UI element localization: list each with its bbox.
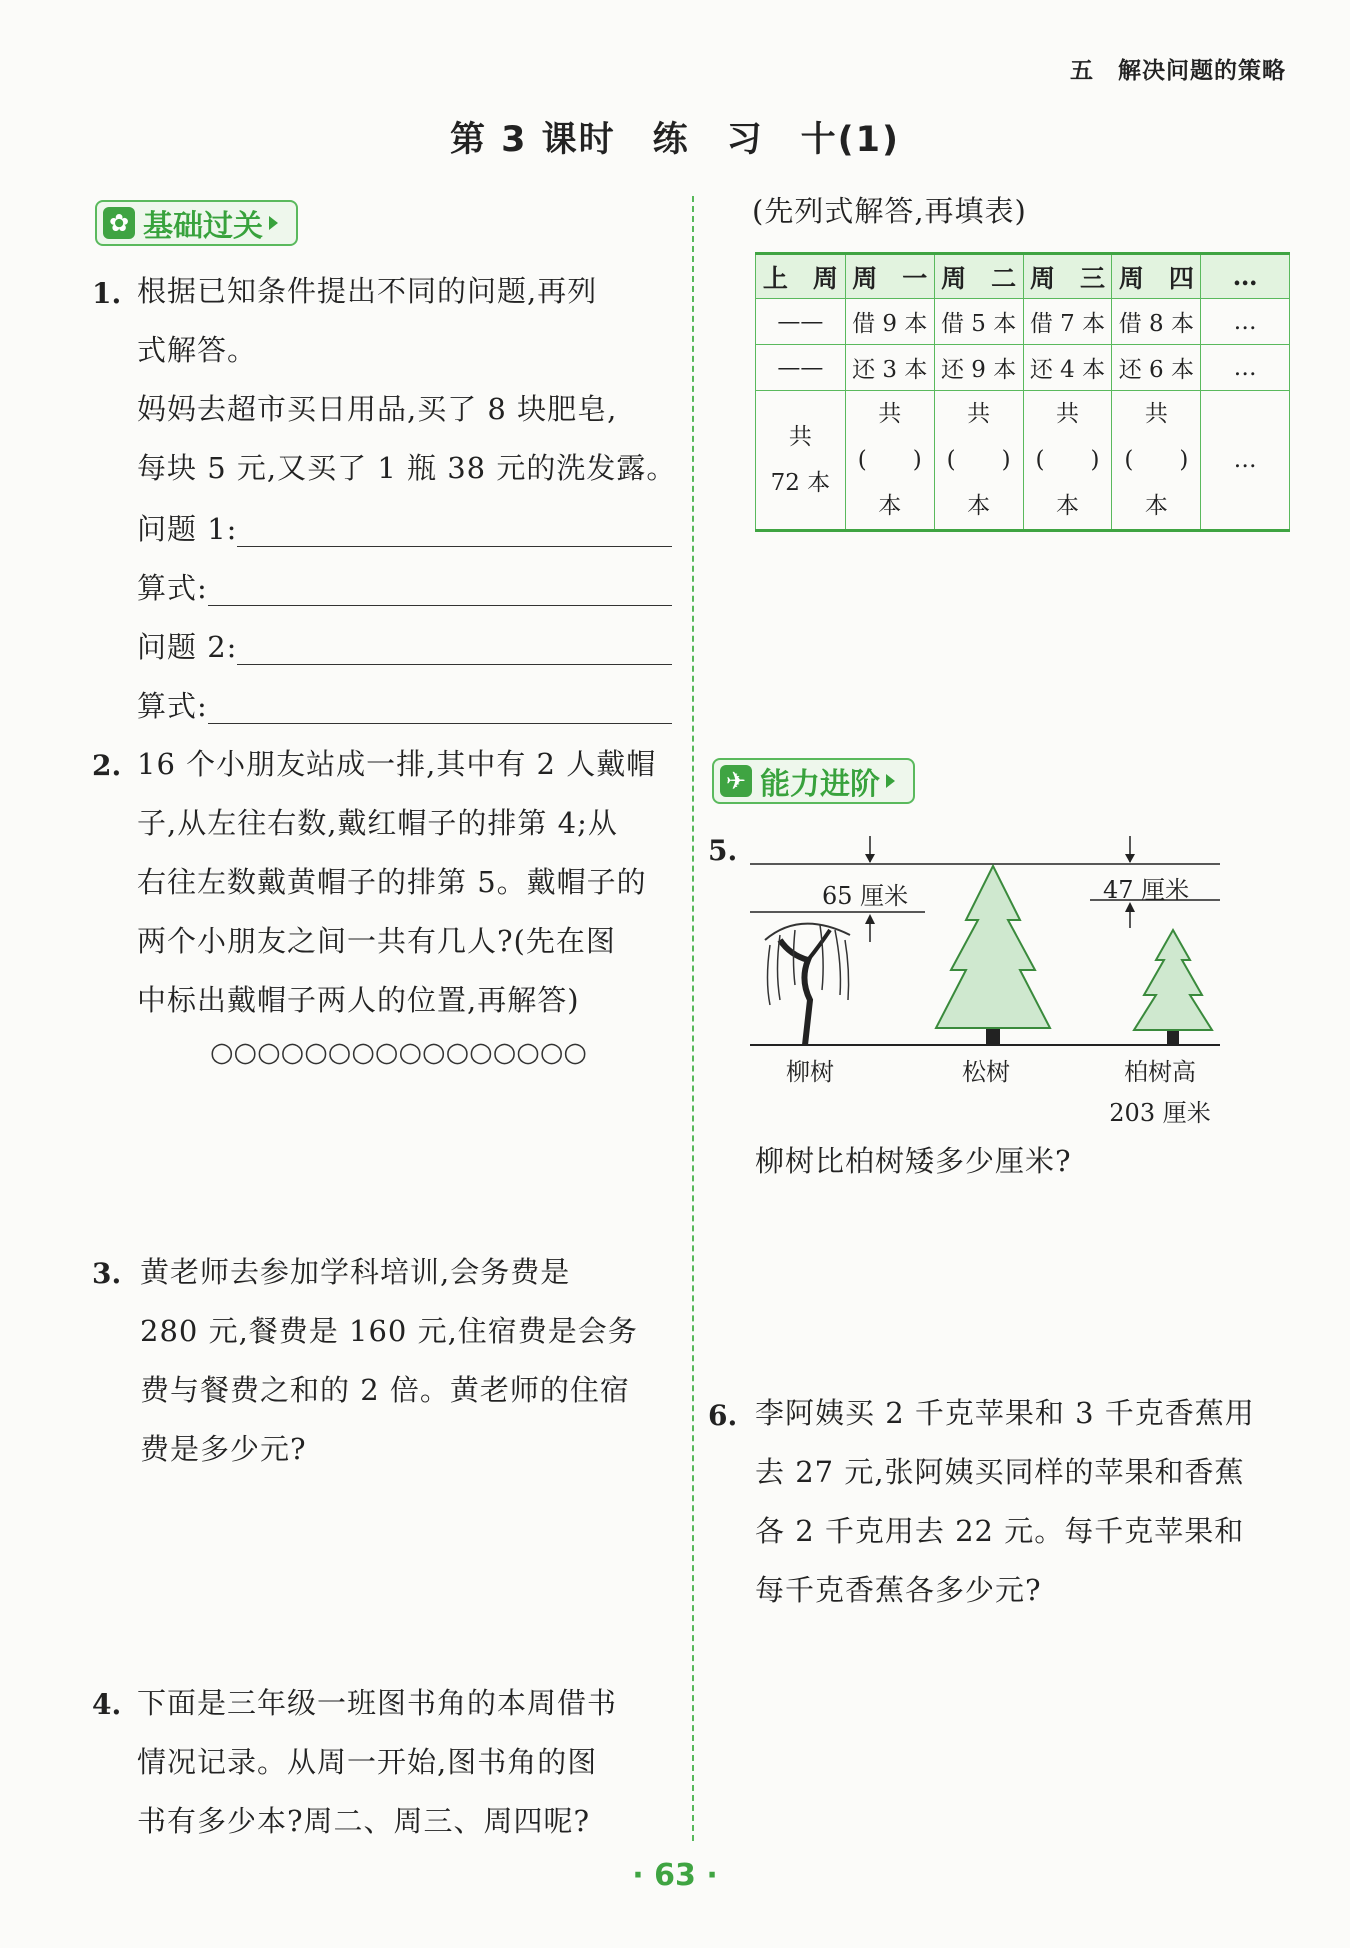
table-cell: 借 7 本 — [1023, 299, 1112, 345]
cell-blank[interactable]: ( ) — [1124, 447, 1189, 473]
table-cell: 还 6 本 — [1112, 345, 1201, 391]
question-2-text — [137, 735, 682, 1030]
table-answer-cell[interactable] — [845, 391, 934, 531]
cell-unit: 本 — [878, 493, 902, 519]
question-number: 5. — [708, 834, 738, 867]
table-answer-cell[interactable] — [934, 391, 1023, 531]
borrow-table — [755, 252, 1290, 532]
table-header: 周 三 — [1023, 254, 1112, 299]
text-line: 右往左数戴黄帽子的排第 5。戴帽子的 — [137, 865, 647, 899]
question-4-text — [137, 1674, 682, 1851]
table-cell: 还 4 本 — [1023, 345, 1112, 391]
question-3-text — [140, 1243, 685, 1479]
total-value: 72 本 — [770, 470, 831, 496]
text-line: 妈妈去超市买日用品,买了 8 块肥皂, — [137, 392, 618, 426]
table-header: 上 周 — [756, 254, 846, 299]
pine-label: 松树 — [962, 1058, 1010, 1086]
willow-icon — [765, 924, 850, 1045]
cell-unit: 本 — [1144, 493, 1168, 519]
answer-line[interactable] — [237, 500, 672, 547]
question-number: 2. — [92, 749, 122, 782]
runner-icon: ✈ — [720, 765, 752, 797]
table-cell: 借 9 本 — [845, 299, 934, 345]
text-line: 情况记录。从周一开始,图书角的图 — [137, 1745, 598, 1779]
question-number: 3. — [92, 1257, 122, 1290]
table-header: 周 一 — [845, 254, 934, 299]
question-1-text — [137, 262, 682, 498]
section-badge-basic — [95, 200, 298, 246]
text-line: 各 2 千克用去 22 元。每千克苹果和 — [755, 1514, 1245, 1548]
cell-top: 共 — [1144, 401, 1168, 427]
blank-label: 算式: — [137, 689, 208, 723]
text-line: 去 27 元,张阿姨买同样的苹果和香蕉 — [755, 1455, 1245, 1489]
question-6-text — [755, 1384, 1300, 1620]
total-label: 共 — [788, 424, 812, 450]
lesson-title: 第 3 课时 练 习 十(1) — [449, 120, 901, 160]
table-total-cell — [756, 391, 846, 531]
children-circles[interactable]: ○○○○○○○○○○○○○○○○ — [210, 1037, 587, 1068]
table-cell: —— — [756, 345, 846, 391]
text-line: 费与餐费之和的 2 倍。黄老师的住宿 — [140, 1373, 630, 1407]
answer-line[interactable] — [237, 618, 672, 665]
table-header: 周 四 — [1112, 254, 1201, 299]
blank-label: 问题 1: — [137, 512, 238, 546]
cell-unit: 本 — [1055, 493, 1079, 519]
table-answer-cell[interactable] — [1112, 391, 1201, 531]
section-badge-advanced — [712, 758, 915, 804]
text-line: 子,从左往右数,戴红帽子的排第 4;从 — [137, 806, 618, 840]
arrow-icon — [886, 774, 895, 788]
section-label: 能力进阶 — [760, 767, 880, 802]
cell-top: 共 — [1055, 401, 1079, 427]
chapter-title: 五 解决问题的策略 — [1070, 58, 1286, 84]
text-line: 每块 5 元,又买了 1 瓶 38 元的洗发露。 — [137, 451, 677, 485]
text-line: 李阿姨买 2 千克苹果和 3 千克香蕉用 — [755, 1396, 1255, 1430]
text-line: 280 元,餐费是 160 元,住宿费是会务 — [140, 1314, 638, 1348]
column-divider — [692, 196, 694, 1841]
gear-icon: ✿ — [103, 207, 135, 239]
question-number: 4. — [92, 1688, 122, 1721]
blank-label: 问题 2: — [137, 630, 238, 664]
table-header: 周 二 — [934, 254, 1023, 299]
label-47: 47 厘米 — [1103, 876, 1190, 904]
cell-blank[interactable]: ( ) — [1035, 447, 1100, 473]
question-5-text: 柳树比柏树矮多少厘米? — [755, 1144, 1072, 1178]
table-cell: … — [1201, 345, 1290, 391]
cell-blank[interactable]: ( ) — [857, 447, 922, 473]
text-line: 两个小朋友之间一共有几人?(先在图 — [137, 924, 616, 958]
table-cell: —— — [756, 299, 846, 345]
blank-label: 算式: — [137, 571, 208, 605]
cypress-name: 柏树高 — [1124, 1058, 1196, 1086]
cypress-height: 203 厘米 — [1109, 1099, 1211, 1127]
table-cell: 借 5 本 — [934, 299, 1023, 345]
table-instruction: (先列式解答,再填表) — [752, 194, 1027, 228]
label-65: 65 厘米 — [822, 882, 909, 910]
cypress-label — [1100, 1052, 1220, 1128]
cell-top: 共 — [967, 401, 991, 427]
text-line: 黄老师去参加学科培训,会务费是 — [140, 1255, 571, 1289]
cell-blank[interactable]: ( ) — [946, 447, 1011, 473]
question-number: 1. — [92, 277, 122, 310]
page-number: · 63 · — [632, 1858, 718, 1893]
pine-tree-icon — [936, 866, 1050, 1045]
table-cell: … — [1201, 299, 1290, 345]
text-line: 16 个小朋友站成一排,其中有 2 人戴帽 — [137, 747, 657, 781]
text-line: 下面是三年级一班图书角的本周借书 — [137, 1686, 618, 1720]
cell-unit: 本 — [967, 493, 991, 519]
text-line: 书有多少本?周二、周三、周四呢? — [137, 1804, 591, 1838]
text-line: 费是多少元? — [140, 1432, 307, 1466]
answer-line[interactable] — [208, 677, 672, 724]
table-cell: 还 9 本 — [934, 345, 1023, 391]
table-cell: 还 3 本 — [845, 345, 934, 391]
section-label: 基础过关 — [143, 209, 263, 244]
question-number: 6. — [708, 1399, 738, 1432]
answer-line[interactable] — [208, 559, 672, 606]
answer-blanks-1 — [137, 500, 672, 736]
text-line: 中标出戴帽子两人的位置,再解答) — [137, 983, 580, 1017]
table-cell: … — [1201, 391, 1290, 531]
text-line: 式解答。 — [137, 333, 258, 367]
cypress-tree-icon — [1134, 930, 1212, 1045]
willow-label: 柳树 — [786, 1058, 834, 1086]
table-cell: 借 8 本 — [1112, 299, 1201, 345]
table-answer-cell[interactable] — [1023, 391, 1112, 531]
tree-diagram — [750, 830, 1225, 1060]
cell-top: 共 — [878, 401, 902, 427]
text-line: 根据已知条件提出不同的问题,再列 — [137, 274, 598, 308]
text-line: 每千克香蕉各多少元? — [755, 1573, 1042, 1607]
arrow-icon — [269, 216, 278, 230]
table-header: … — [1201, 254, 1290, 299]
